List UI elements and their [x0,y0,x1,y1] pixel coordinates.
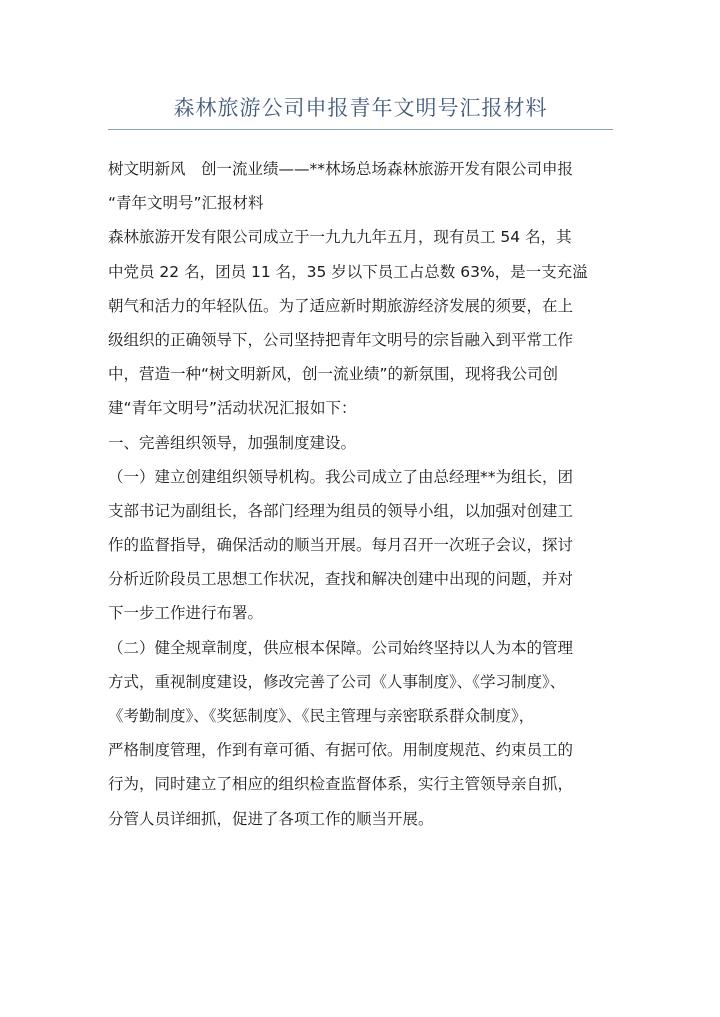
text-line: （二）健全规章制度，供应根本保障。公司始终坚持以人为本的管理 [108,638,574,657]
text-line: 《考勤制度》、《奖惩制度》、《民主管理与亲密联系群众制度》， [108,707,535,725]
text-line: 下一步工作进行布署。 [108,604,264,623]
text-line: 分管人员详细抓，促进了各项工作的顺当开展。 [108,809,434,828]
text-line: 方式，重视制度建设，修改完善了公司《人事制度》、《学习制度》、 [108,672,566,691]
text-line: 分析近阶段员工思想工作状况，查找和解决创建中出现的问题，并对 [108,570,574,589]
text-line: 严格制度管理，作到有章可循、有据可依。用制度规范、约束员工的 [108,741,574,760]
text-line: 中党员 22 名，团员 11 名，35 岁以下员工占总数 63%，是一支充溢 [108,262,588,281]
text-line: 森林旅游开发有限公司成立于一九九九年五月，现有员工 54 名，其 [108,228,572,247]
document-body [108,152,618,836]
text-line: 行为，同时建立了相应的组织检查监督体系，实行主管领导亲自抓， [108,775,574,794]
text-line: 作的监督指导，确保活动的顺当开展。每月召开一次班子会议，探讨 [108,536,574,555]
text-line: 树文明新风 创一流业绩——**林场总场森林旅游开发有限公司申报 [108,160,574,178]
text-line: 级组织的正确领导下，公司坚持把青年文明号的宗旨融入到平常工作 [108,330,574,349]
section-heading: 一、完善组织领导，加强制度建设。 [108,433,357,452]
text-line: 中，营造一种“树文明新风，创一流业绩”的新氛围，现将我公司创 [108,365,559,384]
text-line: （一）建立创建组织领导机构。我公司成立了由总经理**为组长，团 [108,467,574,486]
text-line: 支部书记为副组长，各部门经理为组员的领导小组，以加强对创建工 [108,501,574,520]
text-line: 建“青年文明号”活动状况汇报如下： [108,399,357,418]
text-line: 朝气和活力的年轻队伍。为了适应新时期旅游经济发展的须要，在上 [108,296,574,315]
title-underline [108,129,613,130]
document-title: 森林旅游公司申报青年文明号汇报材料 [173,96,548,120]
text-line: “青年文明号”汇报材料 [108,194,264,213]
